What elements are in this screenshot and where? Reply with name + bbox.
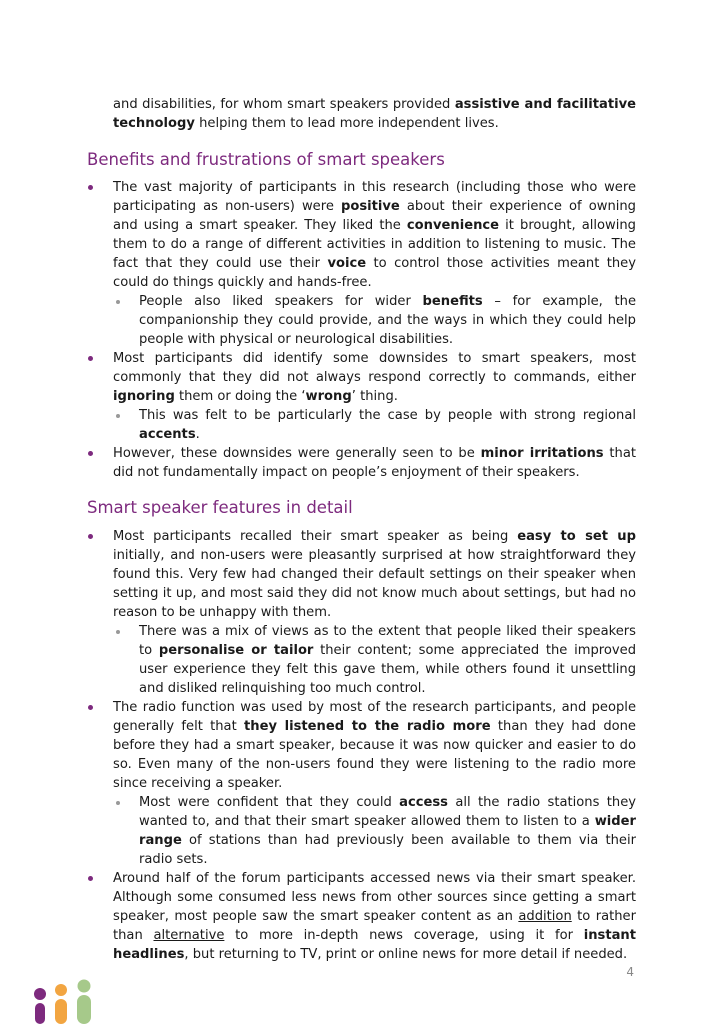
sub-list-item: There was a mix of views as to the extent that people liked their speakers to personalise or tailor their content; some appreciated the improved user experience they felt this gave them, while others found it unsettling and disliked relinquishing too much control. [139, 624, 637, 696]
features-list [113, 527, 636, 964]
list-item: The radio function was used by most of the research participants, and people generally felt that they listened to the radio more than they had done before they had a smart speaker, because it was now quicker and easier to do so. Even many of the non-users found they were listening to the radio more since receiving a speaker. [113, 700, 636, 791]
intro-paragraph: and disabilities, for whom smart speakers provided assistive and facilitative technology helping them to lead more independent lives. [113, 97, 636, 131]
list-item: However, these downsides were generally seen to be minor irritations that did not fundamentally impact on people’s enjoyment of their speakers. [113, 446, 636, 480]
list-item: Most participants recalled their smart speaker as being easy to set up initially, and non-users were pleasantly surprised at how straightforward they found this. Very few had changed their default settings on their speaker when setting it up, and most said they did not know much about settings, but had no reason to be unhappy with them. [113, 529, 636, 620]
list-item: The vast majority of participants in this research (including those who were participating as non-users) were positive about their experience of owning and using a smart speaker. They liked the convenience it brought, allowing them to do a range of different activities in addition to listening to music. The fact that they could use their voice to control those activities meant they could do things quickly and hands-free. [113, 180, 636, 290]
section-heading-features: Smart speaker features in detail [87, 498, 353, 517]
list-item: Most participants did identify some downsides to smart speakers, most commonly that they did not always respond correctly to commands, either ignoring them or doing the ‘wrong’ thing. [113, 351, 636, 404]
sub-list-item: This was felt to be particularly the case by people with strong regional accents. [139, 408, 636, 442]
sub-list-item: Most were confident that they could access all the radio stations they wanted to, and that their smart speaker allowed them to listen to a wider range of stations than had previously been available to them via their radio sets. [139, 795, 636, 867]
page-number: 4 [626, 965, 634, 979]
sub-list-item: People also liked speakers for wider benefits – for example, the companionship they could provide, and the ways in which they could help people with physical or neurological disabilities. [139, 294, 636, 347]
section-heading-benefits: Benefits and frustrations of smart speakers [87, 150, 445, 169]
benefits-list [113, 178, 636, 482]
list-item: Around half of the forum participants accessed news via their smart speaker. Although some consumed less news from other sources since getting a smart speaker, most people saw the smart speaker content as an addition to rather than alternative to more in-depth news coverage, using it for instant headlines, but returning to TV, print or online news for more detail if needed. [113, 871, 636, 962]
three-people-logo-icon [30, 978, 100, 1024]
